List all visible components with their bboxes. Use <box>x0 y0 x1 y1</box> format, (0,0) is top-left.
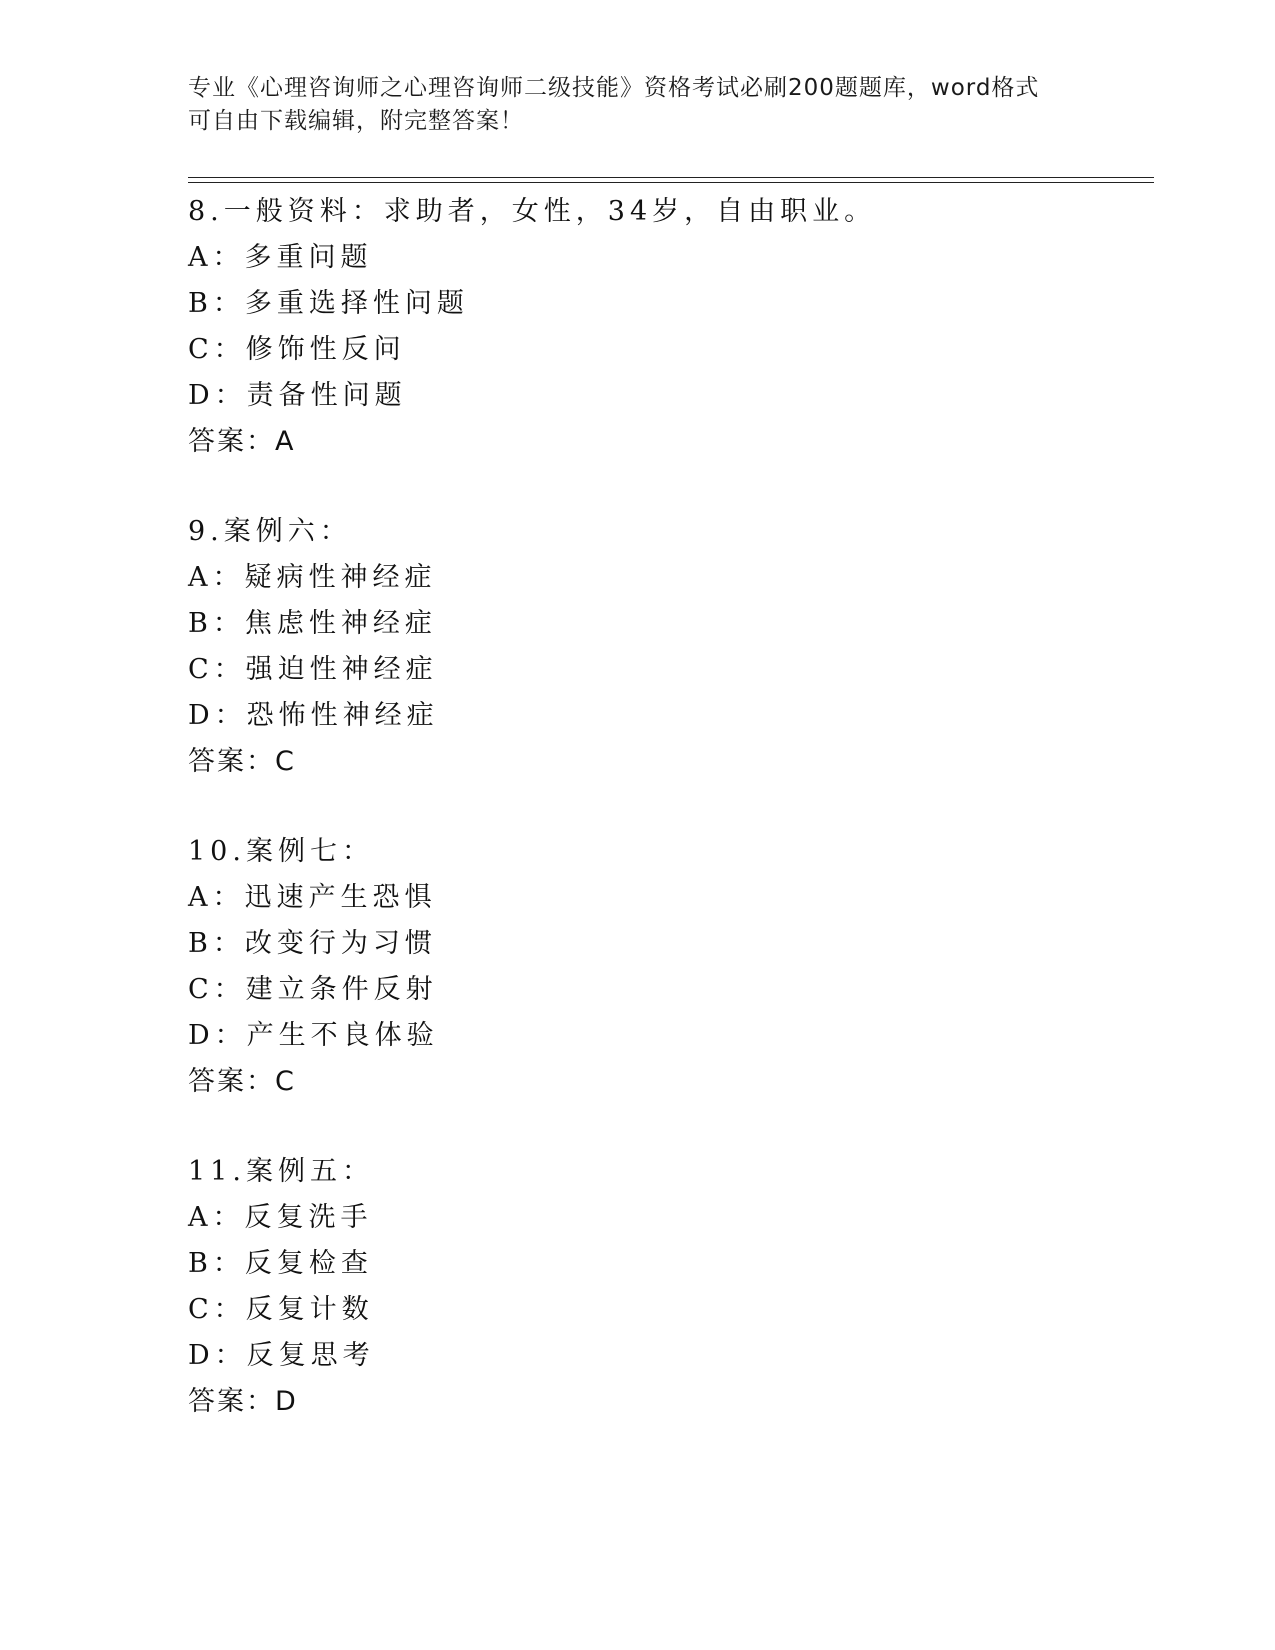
option-c: C：修饰性反问 <box>188 334 406 365</box>
question-list <box>188 189 1148 1469</box>
question-9 <box>188 509 1148 829</box>
question-stem: 10.案例七： <box>188 836 374 867</box>
option-c: C：建立条件反射 <box>188 974 438 1005</box>
option-a: A：反复洗手 <box>188 1202 373 1233</box>
answer: 答案：D <box>188 1386 298 1417</box>
question-11 <box>188 1149 1148 1469</box>
option-d: D：产生不良体验 <box>188 1020 439 1051</box>
option-b: B：多重选择性问题 <box>188 288 469 319</box>
document-header <box>188 72 1088 138</box>
answer: 答案：C <box>188 1066 296 1097</box>
option-d: D：恐怖性神经症 <box>188 700 439 731</box>
option-a: A：多重问题 <box>188 242 373 273</box>
option-b: B：焦虑性神经症 <box>188 608 437 639</box>
question-stem: 9.案例六： <box>188 516 352 547</box>
question-stem: 8.一般资料：求助者，女性，34岁，自由职业。 <box>188 196 877 227</box>
header-line-1: 专业《心理咨询师之心理咨询师二级技能》资格考试必刷200题题库，word格式 <box>188 75 1040 101</box>
option-d: D：责备性问题 <box>188 380 407 411</box>
header-rule-top <box>188 177 1154 178</box>
option-b: B：反复检查 <box>188 1248 373 1279</box>
option-c: C：反复计数 <box>188 1294 374 1325</box>
option-a: A：迅速产生恐惧 <box>188 882 437 913</box>
header-line-2: 可自由下载编辑，附完整答案！ <box>188 108 524 134</box>
option-a: A：疑病性神经症 <box>188 562 437 593</box>
option-d: D：反复思考 <box>188 1340 375 1371</box>
answer: 答案：C <box>188 746 296 777</box>
answer: 答案：A <box>188 426 296 457</box>
question-stem: 11.案例五： <box>188 1156 374 1187</box>
question-10 <box>188 829 1148 1149</box>
option-c: C：强迫性神经症 <box>188 654 438 685</box>
option-b: B：改变行为习惯 <box>188 928 437 959</box>
header-rule-bottom <box>188 182 1154 183</box>
question-8 <box>188 189 1148 509</box>
